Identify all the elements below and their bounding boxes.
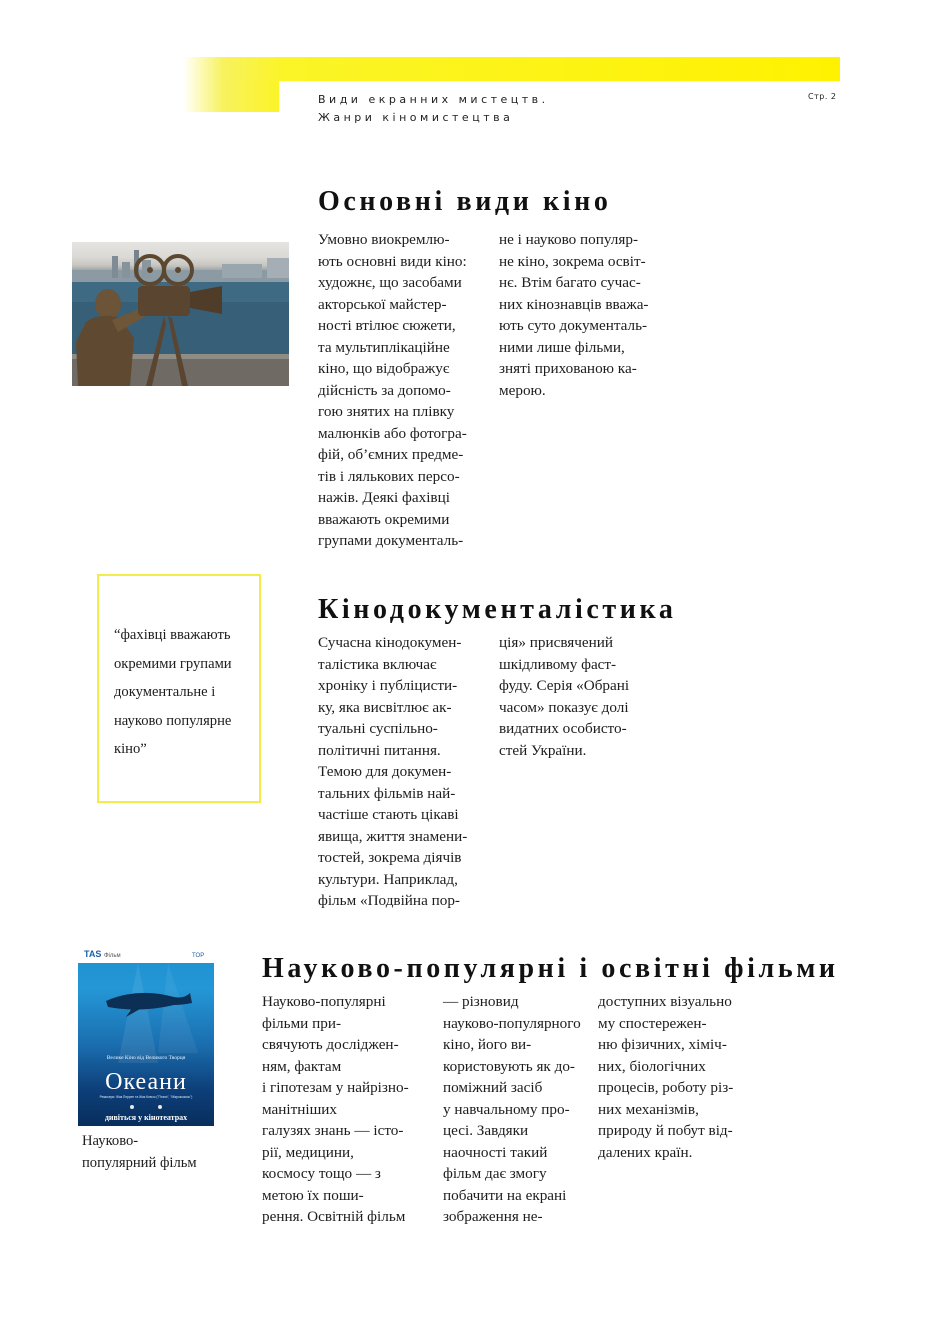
- section3-title: Науково-популярні і освітні фільми: [262, 953, 839, 984]
- text-line: культури. Наприклад,: [318, 870, 458, 888]
- text-line: — різновид: [443, 993, 519, 1010]
- text-line: хроніку і публіцисти-: [318, 677, 458, 694]
- camera-statue-drawing: [72, 242, 289, 386]
- text-line: у навчальному про-: [443, 1100, 570, 1118]
- text-line: ням, фактам: [262, 1057, 342, 1075]
- text-line: свячують дослiджен-: [262, 1036, 399, 1053]
- text-line: метою їх поши-: [262, 1186, 364, 1204]
- text-line: шкідливому фаст-: [499, 655, 617, 673]
- text-line: Сучасна кінодокумен-: [318, 634, 462, 651]
- text-line: кіно, що відображує: [318, 360, 450, 377]
- text-line: дійсність за допомо-: [318, 381, 451, 399]
- text-line: не і науково популяр-: [499, 231, 639, 248]
- text-line: Темою для докумен-: [318, 763, 452, 780]
- oceans-poster-image: [78, 943, 214, 1126]
- poster-brand: TAS: [84, 949, 102, 959]
- section3-column-1: [262, 991, 409, 1228]
- text-line: фільм дає змогу: [443, 1165, 547, 1182]
- text-line: тальних фільмів най-: [318, 784, 456, 802]
- text-line: групами документаль-: [318, 532, 464, 549]
- text-line: поміжний засіб: [443, 1079, 543, 1096]
- poster-title: Океани: [105, 1069, 187, 1095]
- text-line: вважають окремими: [318, 510, 450, 528]
- text-line: ку, яка висвітлює ак-: [318, 698, 452, 716]
- header-band-tab: [183, 80, 279, 112]
- text-line: фільми при-: [262, 1014, 342, 1032]
- text-line: туальні суспільно-: [318, 720, 438, 737]
- text-line: нє. Втім багато сучас-: [499, 274, 641, 291]
- text-line: частіше стають цікаві: [318, 806, 459, 823]
- text-line: них, біологічних: [598, 1057, 706, 1075]
- text-line: часом» показує долі: [499, 698, 629, 716]
- quote-line: окремими групами: [114, 655, 232, 672]
- poster-drawing: [78, 943, 214, 1126]
- text-line: галузях знань — істо-: [262, 1122, 404, 1139]
- quote-line: науково популярне: [114, 712, 232, 729]
- poster-corner-logo: TOP: [192, 953, 205, 959]
- header-band: [183, 57, 840, 81]
- text-line: ню фізичних, хіміч-: [598, 1036, 727, 1053]
- text-line: зняті прихованою ка-: [499, 360, 637, 377]
- section3-column-3: [598, 991, 733, 1163]
- text-line: художнє, що засобами: [318, 274, 462, 291]
- poster-footer: дивіться у кінотеатрах: [104, 1113, 188, 1122]
- text-line: космосу тощо — з: [262, 1165, 381, 1182]
- text-line: фільм «Подвійна пор-: [318, 892, 460, 909]
- text-line: кіно, його ви-: [443, 1036, 532, 1053]
- section1-title: Основні види кіно: [318, 186, 612, 217]
- quote-line: кіно”: [114, 741, 147, 757]
- section2-column-1: [318, 632, 467, 912]
- text-line: тів і лялькових персо-: [318, 467, 460, 485]
- text-line: явища, життя знамени-: [318, 827, 468, 845]
- text-line: Умовно виокремлю-: [318, 231, 450, 248]
- caption-line: популярний фільм: [82, 1155, 197, 1171]
- text-line: науково-популярного: [443, 1014, 581, 1032]
- text-line: і гіпотезам у найрізно-: [262, 1079, 409, 1096]
- section1-column-1: [318, 229, 467, 552]
- text-line: та мультиплікаційне: [318, 338, 450, 356]
- text-line: Науково-популярні: [262, 993, 386, 1010]
- text-line: ності втілює сюжети,: [318, 317, 456, 334]
- text-line: акторської майстер-: [318, 295, 447, 313]
- text-line: не кіно, зокрема освіт-: [499, 252, 646, 270]
- header-title-line2: Жанри кіномистецтва: [318, 111, 514, 124]
- text-line: процесів, роботу різ-: [598, 1079, 734, 1096]
- text-line: наочності такий: [443, 1143, 548, 1161]
- text-line: манітніших: [262, 1100, 337, 1118]
- text-line: ють суто документаль-: [499, 317, 648, 334]
- text-line: фій, об’ємних предме-: [318, 446, 464, 463]
- text-line: доступних візуально: [598, 993, 732, 1010]
- text-line: ють основні види кіно:: [318, 252, 467, 270]
- poster-brand-sub: Фільм: [104, 953, 121, 959]
- section2-column-2: [499, 632, 629, 761]
- quote-line: “фахівці вважають: [114, 627, 231, 643]
- text-line: політичні питання.: [318, 741, 441, 759]
- text-line: зображення не-: [443, 1208, 543, 1225]
- text-line: му спостережен-: [598, 1014, 707, 1032]
- text-line: цесі. Завдяки: [443, 1122, 529, 1139]
- text-line: малюнків або фотогра-: [318, 424, 467, 442]
- text-line: фуду. Серія «Обрані: [499, 677, 630, 694]
- text-line: них кінознавців вважа-: [499, 295, 649, 313]
- text-line: побачити на екрані: [443, 1186, 567, 1204]
- text-line: гою знятих на плівку: [318, 403, 455, 420]
- poster-tagline: Велике Кіно від Великого Творця: [106, 1055, 186, 1061]
- poster-credits: Режисери: Жак Перрен та Жак Клюзо ("Птахи", "Мікрокосмос"): [99, 1095, 193, 1099]
- camera-statue-image: [72, 242, 289, 386]
- text-line: користовують як до-: [443, 1057, 575, 1075]
- section3-column-2: [443, 991, 581, 1228]
- text-line: них механізмів,: [598, 1100, 699, 1118]
- text-line: природу й побут від-: [598, 1122, 733, 1139]
- section1-column-2: [499, 229, 649, 401]
- header-title-line1: Види екранних мистецтв.: [318, 93, 549, 106]
- text-line: видатних особисто-: [499, 720, 627, 737]
- poster-caption: [82, 1130, 197, 1174]
- text-line: рення. Освітній фільм: [262, 1208, 406, 1225]
- text-line: ними лише фільми,: [499, 338, 625, 356]
- text-line: нажів. Деякі фахівці: [318, 489, 450, 506]
- text-line: талістика включає: [318, 655, 437, 673]
- section2-title: Кінодокументалістика: [318, 594, 677, 625]
- text-line: далених країн.: [598, 1143, 693, 1161]
- text-line: стей України.: [499, 741, 587, 759]
- caption-line: Науково-: [82, 1133, 139, 1149]
- page-number: Стр. 2: [808, 92, 837, 101]
- text-line: тостей, зокрема діячів: [318, 849, 462, 866]
- text-line: рії, медицини,: [262, 1143, 354, 1161]
- pull-quote-text: [114, 621, 232, 764]
- text-line: ція» присвячений: [499, 634, 614, 651]
- quote-line: документальне і: [114, 684, 216, 700]
- text-line: мерою.: [499, 381, 546, 399]
